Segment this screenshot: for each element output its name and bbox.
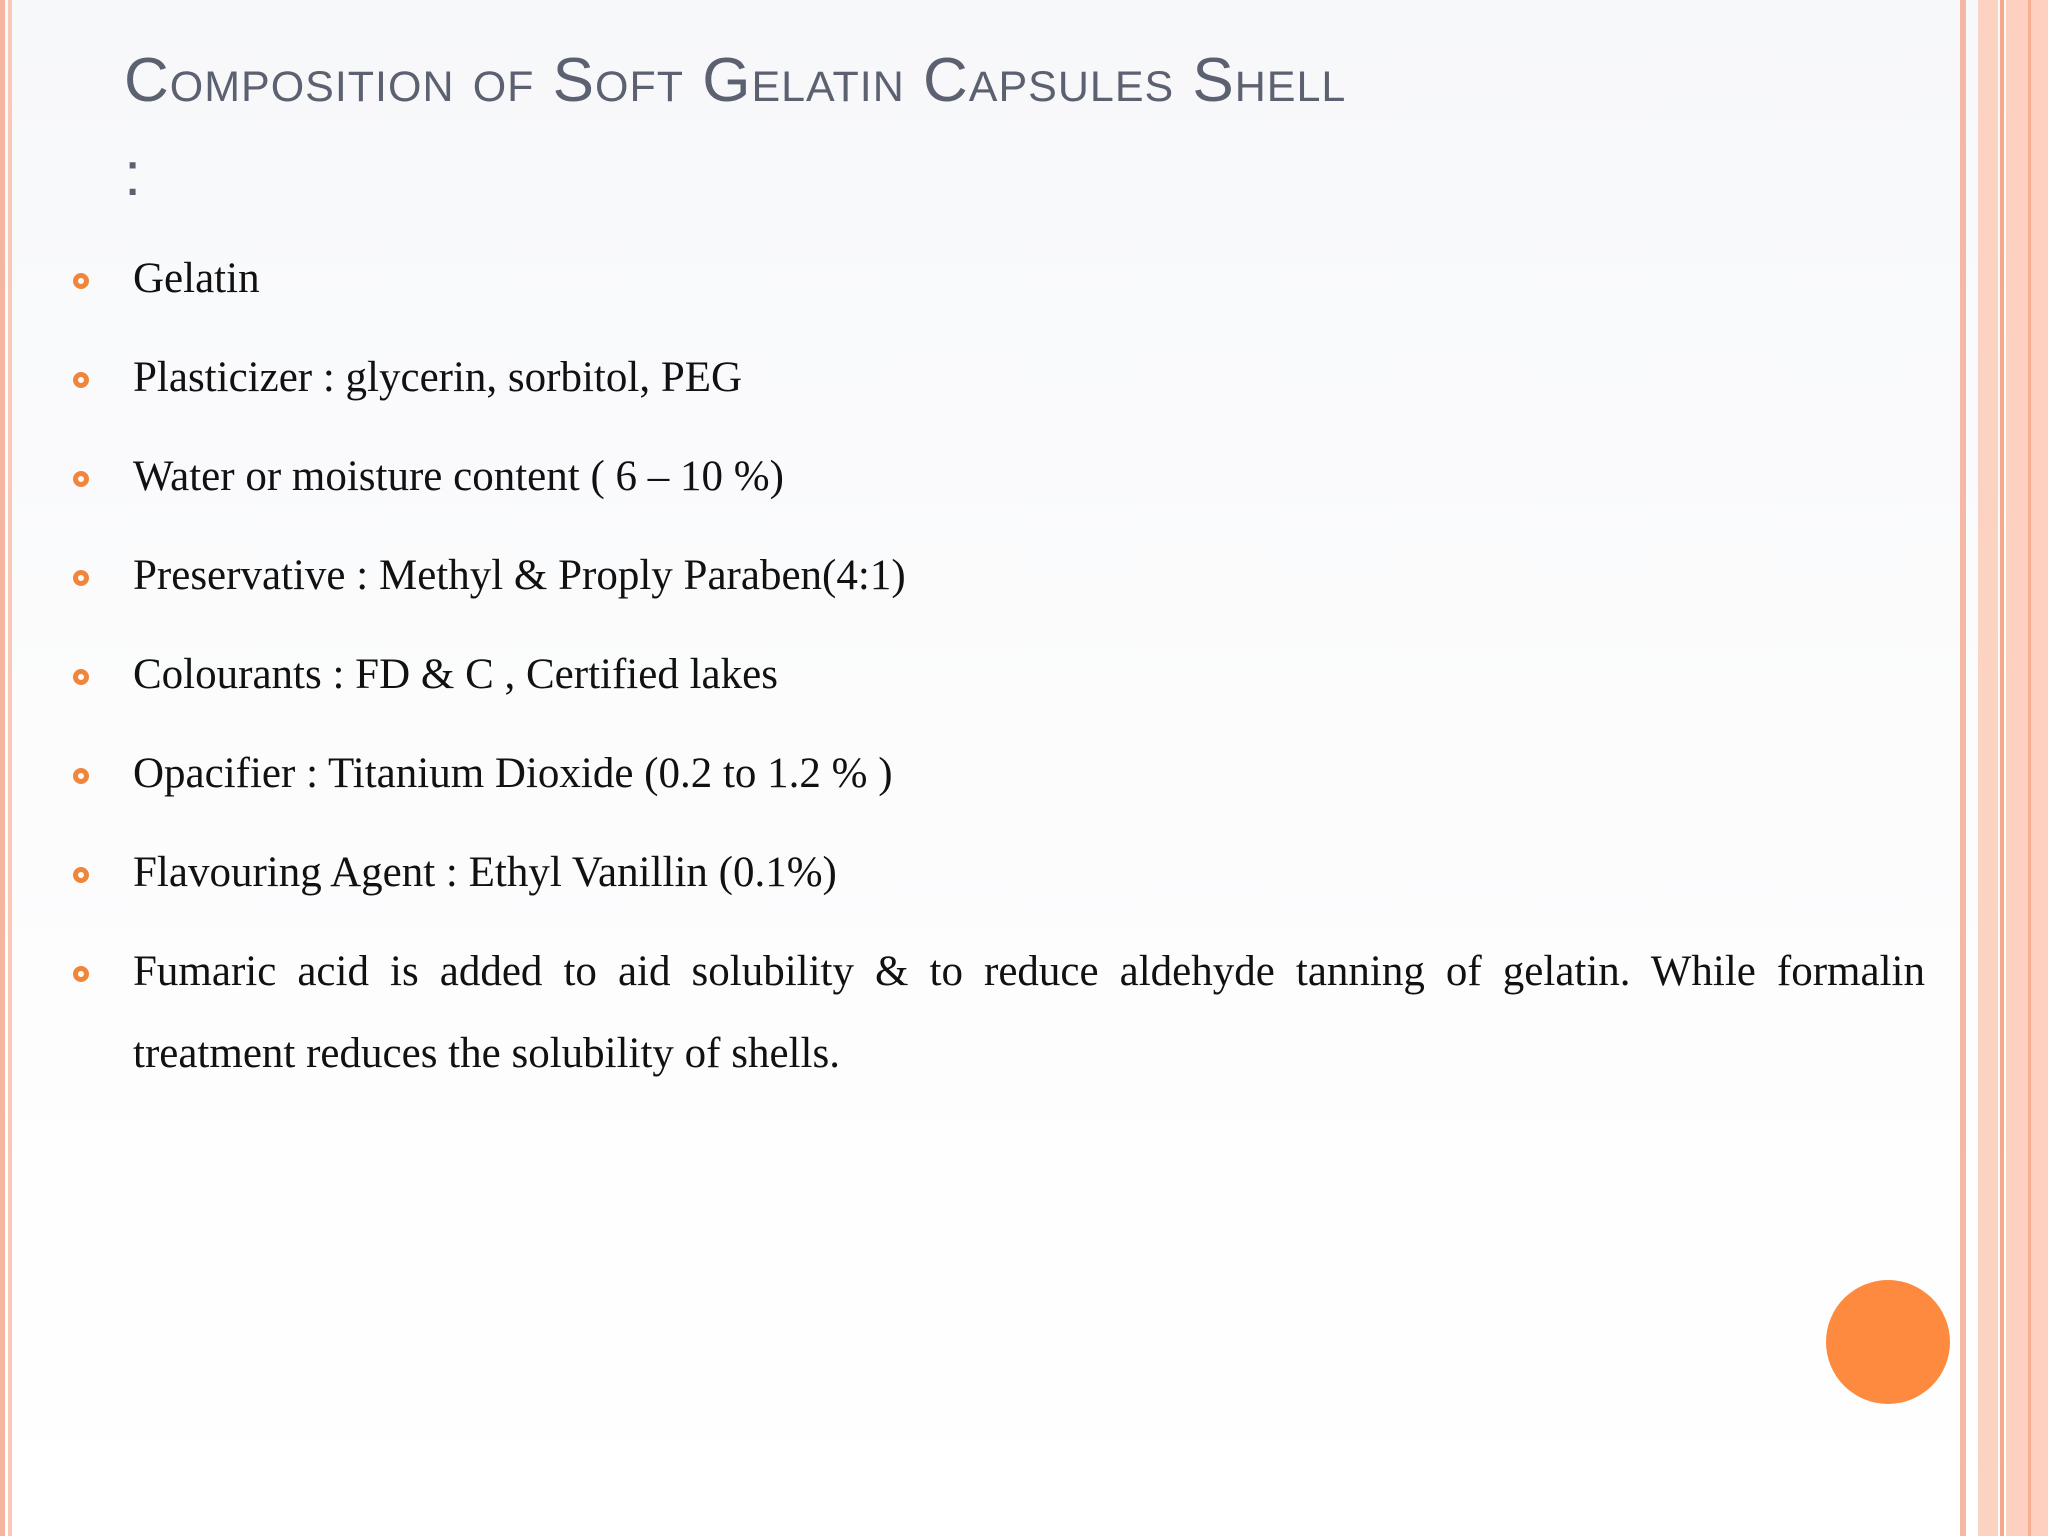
bullet-text: Colourants : FD & C , Certified lakes: [133, 651, 778, 698]
ring-bullet-icon: [73, 867, 89, 883]
left-border-stripe: [0, 0, 5, 1536]
slide-title: Composition of Soft Gelatin Capsules Shell: [124, 46, 1347, 115]
ring-bullet-icon: [73, 471, 89, 487]
right-border-band-outer: [2006, 0, 2048, 1536]
bullet-text: Gelatin: [133, 255, 260, 302]
ring-bullet-icon: [73, 570, 89, 586]
ring-bullet-icon: [73, 768, 89, 784]
bullet-text: Plasticizer : glycerin, sorbitol, PEG: [133, 354, 743, 401]
ring-bullet-icon: [73, 273, 89, 289]
bullet-text: Preservative : Methyl & Proply Paraben(4:1): [133, 552, 906, 599]
right-border-stripe-dark: [2000, 0, 2004, 1536]
ring-bullet-icon: [73, 669, 89, 685]
bullet-text: Opacifier : Titanium Dioxide (0.2 to 1.2 % ): [133, 750, 893, 797]
left-border-stripe-inner: [8, 0, 12, 1536]
slide-title-colon: :: [124, 140, 142, 209]
ring-bullet-icon: [73, 372, 89, 388]
bullet-text: Water or moisture content ( 6 – 10 %): [133, 453, 784, 500]
orange-circle-decoration: [1826, 1280, 1950, 1404]
right-border-stripe-thin: [2028, 0, 2031, 1536]
bullet-text: Flavouring Agent : Ethyl Vanillin (0.1%): [133, 849, 837, 896]
ring-bullet-icon: [73, 966, 89, 982]
right-border-band: [1978, 0, 1998, 1536]
bullet-text: Fumaric acid is added to aid solubility & to reduce aldehyde tanning of gelatin. While formalin treatment reduces the solubility of shells.: [133, 948, 1925, 1077]
right-border-stripe: [1960, 0, 1966, 1536]
